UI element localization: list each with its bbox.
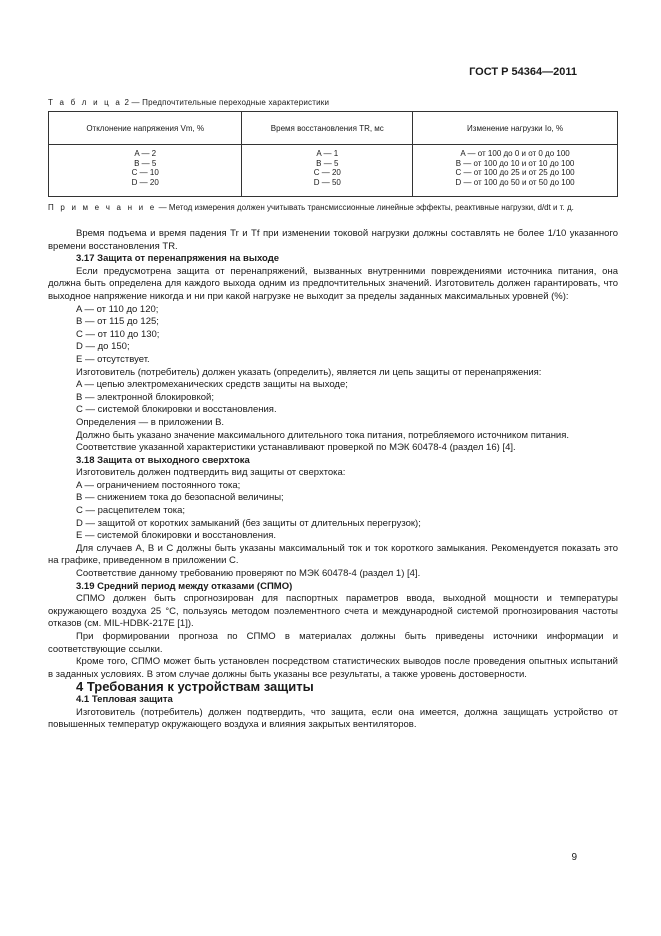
transient-table (48, 111, 618, 197)
list-item: E — отсутствует. (76, 353, 150, 365)
table-cell: A — 1 (316, 149, 339, 158)
caption-text: 2 — Предпочтительные переходные характеристики (124, 98, 330, 107)
page-number: 9 (571, 852, 577, 863)
list-item: B — от 115 до 125; (76, 316, 159, 328)
table-cell: B — 5 (134, 158, 157, 168)
paragraph: Изготовитель должен подтвердить вид защиты от сверхтока: (76, 467, 346, 479)
body-text (48, 228, 618, 732)
paragraph: Кроме того, СПМО может быть установлен посредством статистических выводов после проведения опытных испытаний в заданных условиях. В этом случае должны быть указаны все результаты, а также уровень достоверности. (48, 656, 618, 680)
paragraph: СПМО должен быть спрогнозирован для паспортных параметров ввода, выходной мощности и температуры окружающего воздуха 25 °C, пользуясь методом поэлементного счета и международной системой прогнозирования частоты отказов (см. MIL-HDBK-217E [1]). (48, 593, 618, 630)
section-heading: 4.1 Тепловая защита (76, 693, 173, 705)
paragraph: Время подъема и время падения Tr и Tf при изменении токовой нагрузки должны составлять не более 1/10 указанного времени восстановления TR. (48, 228, 618, 252)
caption-prefix: Т а б л и ц а (48, 98, 123, 107)
table-cell: D — 50 (313, 177, 341, 187)
paragraph: Должно быть указано значение максимального длительного тока питания, потребляемого источником питания. (76, 429, 570, 441)
table-cell: D — 20 (131, 177, 159, 187)
list-item: A — ограничением постоянного тока; (76, 479, 241, 491)
paragraph: Определения — в приложении B. (76, 416, 225, 428)
paragraph: Если предусмотрена защита от перенапряжений, вызванных внутренними повреждениями источника питания, она должна быть определена для каждого выхода одним из предпочтительных значений. Изготовитель должен гарантировать, что выходное напряжение никогда и ни при какой нагрузке не выходит за пределы заданных максимальных уровней (%): (48, 265, 618, 302)
standard-header: ГОСТ Р 54364—2011 (469, 66, 577, 78)
section-heading: 3.18 Защита от выходного сверхтока (76, 454, 250, 466)
table-cell: C — 20 (313, 168, 341, 178)
table-header-row (49, 112, 618, 145)
paragraph: Соответствие указанной характеристики устанавливают проверкой по МЭК 60478-4 (раздел 16) [4]. (76, 442, 516, 454)
table-caption (48, 98, 329, 107)
table-cell: A — 2 (134, 149, 157, 158)
note-text: — Метод измерения должен учитывать трансмиссионные линейные эффекты, реактивные нагрузки, d/dt и т. д. (158, 203, 574, 212)
list-item: B — электронной блокировкой; (76, 391, 215, 403)
chapter-heading: 4 Требования к устройствам защиты (76, 679, 314, 695)
paragraph: Для случаев A, B и C должны быть указаны максимальный ток и ток короткого замыкания. Рекомендуется показать это на графике, приведенном в приложении C. (48, 542, 618, 567)
list-item: A — цепью электромеханических средств защиты на выходе; (76, 379, 348, 391)
note-prefix: П р и м е ч а н и е (48, 203, 157, 212)
list-item: C — расцепителем тока; (76, 505, 186, 517)
list-item: E — системой блокировки и восстановления. (76, 530, 277, 542)
cell-voltage (49, 145, 242, 197)
table-row (49, 145, 618, 197)
col-header-load: Изменение нагрузки Io, % (413, 112, 618, 145)
section-heading: 3.17 Защита от перенапряжения на выходе (76, 253, 280, 265)
paragraph: При формировании прогноза по СПМО в материалах должны быть приведены источники информации и соответствующие ссылки. (48, 631, 618, 655)
col-header-voltage: Отклонение напряжения Vm, % (49, 112, 242, 145)
cell-load (413, 145, 618, 197)
table-cell: B — от 100 до 10 и от 10 до 100 (455, 158, 575, 168)
paragraph: Соответствие данному требованию проверяют по МЭК 60478-4 (раздел 1) [4]. (76, 568, 421, 580)
cell-recovery (242, 145, 413, 197)
list-item: D — защитой от коротких замыканий (без защиты от длительных перегрузок); (76, 517, 421, 529)
table-cell: C — 10 (131, 168, 159, 178)
list-item: C — системой блокировки и восстановления. (76, 404, 277, 416)
paragraph: Изготовитель (потребитель) должен подтвердить, что защита, если она имеется, должна защищать устройство от повышенных температур окружающего воздуха и влияния закрытых вентиляторов. (48, 706, 618, 731)
col-header-recovery: Время восстановления TR, мс (242, 112, 413, 145)
table-cell: B — 5 (316, 158, 339, 168)
table-cell: D — от 100 до 50 и от 50 до 100 (455, 177, 575, 187)
list-item: B — снижением тока до безопасной величины; (76, 492, 284, 504)
table-cell: A — от 100 до 0 и от 0 до 100 (460, 149, 570, 158)
table-cell: C — от 100 до 25 и от 25 до 100 (455, 168, 575, 178)
list-item: C — от 110 до 130; (76, 328, 160, 340)
paragraph: Изготовитель (потребитель) должен указать (определить), является ли цепь защиты от перенапряжения: (76, 366, 542, 378)
list-item: D — до 150; (76, 341, 130, 353)
table-note (48, 202, 618, 214)
section-heading: 3.19 Средний период между отказами (СПМО) (76, 580, 293, 592)
list-item: A — от 110 до 120; (76, 303, 159, 315)
